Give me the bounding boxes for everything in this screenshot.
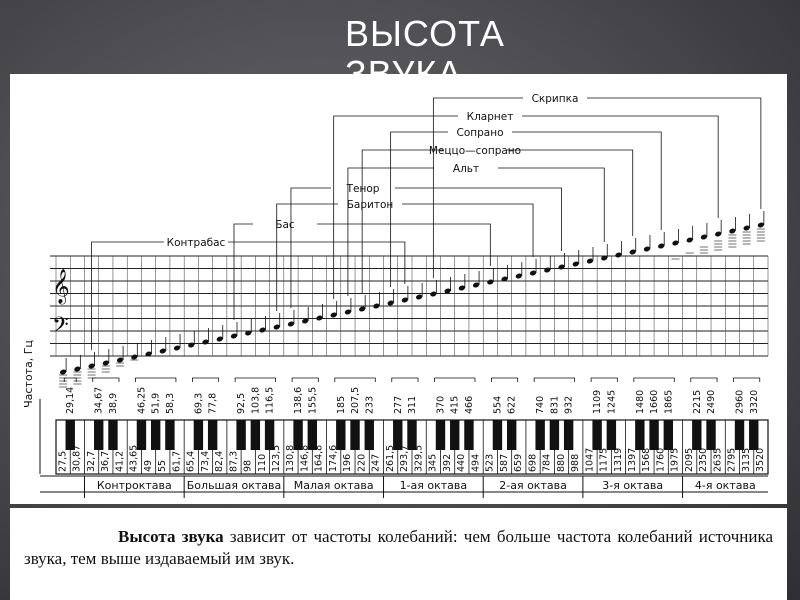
black-key-frequency: 155,5 — [307, 386, 319, 414]
white-key-frequency: 123,5 — [270, 444, 282, 472]
voice-range-right — [512, 132, 661, 230]
white-key-frequency: 880 — [555, 453, 567, 472]
black-key-frequency: 2215 — [691, 389, 703, 414]
black-key — [649, 420, 658, 450]
white-key-frequency: 587 — [498, 453, 510, 472]
black-key — [592, 420, 601, 450]
black-key — [350, 420, 359, 450]
voice-range-right — [228, 242, 405, 284]
white-key-frequency: 329,5 — [413, 444, 425, 472]
white-key-frequency: 43,65 — [128, 444, 140, 472]
black-key-frequency: 58,3 — [164, 392, 176, 414]
frequency-group-bracket — [64, 378, 76, 382]
frequency-group-bracket — [292, 378, 318, 382]
black-key-frequency: 311 — [407, 395, 418, 414]
black-key — [550, 420, 559, 450]
white-key-frequency: 73,4 — [199, 450, 211, 472]
voice-range-left — [92, 242, 164, 350]
voice-range-right — [587, 98, 761, 209]
black-key — [564, 420, 573, 450]
frequency-axis-label: Частота, Гц — [22, 340, 35, 408]
white-key-frequency: 146,8 — [299, 444, 311, 472]
black-key — [535, 420, 544, 450]
pitch-frequency-figure — [10, 74, 787, 504]
frequency-group-bracket — [734, 378, 760, 382]
white-key-frequency: 61,7 — [171, 450, 183, 472]
frequency-group-bracket — [135, 378, 175, 382]
frequency-group-bracket — [691, 378, 717, 382]
white-key-frequency: 261,5 — [384, 444, 396, 472]
white-key-frequency: 1319 — [612, 447, 624, 472]
white-key-frequency: 87,3 — [228, 450, 240, 472]
white-key-frequency: 1760 — [655, 447, 667, 472]
white-key-frequency: 2350 — [698, 447, 710, 472]
black-key — [706, 420, 715, 450]
white-key-frequency: 164,8 — [313, 444, 325, 472]
white-key-frequency: 27,5 — [57, 450, 69, 472]
white-key-frequency: 345 — [427, 453, 439, 472]
black-key — [635, 420, 644, 450]
white-key-frequency: 1397 — [626, 447, 638, 472]
white-key-frequency: 1568 — [641, 447, 653, 472]
black-key-frequency: 34,67 — [93, 386, 105, 414]
black-key-frequency: 51,9 — [150, 392, 162, 414]
white-key-frequency: 110 — [256, 453, 268, 472]
black-key-frequency: 138,6 — [293, 386, 305, 414]
black-key — [464, 420, 473, 450]
black-key — [493, 420, 502, 450]
octave-label: 2-ая октава — [499, 479, 567, 492]
black-key-frequency: 185 — [335, 395, 347, 414]
piano-frequency-diagram — [10, 74, 787, 504]
white-key-frequency: 82,4 — [214, 450, 226, 472]
white-key-frequency: 293,7 — [399, 444, 411, 472]
white-key-frequency: 2635 — [712, 447, 724, 472]
voice-range-right — [522, 116, 718, 218]
octave-label: 1-ая октава — [399, 479, 468, 492]
caption-bold: Высота звука — [118, 527, 224, 546]
black-key-frequency: 69,3 — [193, 392, 205, 414]
bass-clef-icon: 𝄢 — [52, 313, 69, 343]
frequency-group-bracket — [491, 378, 517, 382]
frequency-group-bracket — [534, 378, 574, 382]
voice-label: Меццо—сопрано — [428, 145, 522, 157]
black-key-frequency: 207,5 — [350, 386, 362, 414]
white-key-frequency: 494 — [470, 453, 482, 472]
frequency-group-bracket — [235, 378, 275, 382]
white-key-frequency: 2095 — [683, 447, 695, 472]
black-key — [607, 420, 616, 450]
black-key — [151, 420, 160, 450]
slide-title: ВЫСОТА — [345, 13, 505, 54]
black-key — [507, 420, 516, 450]
voice-label: Скрипка — [531, 93, 579, 105]
black-key — [194, 420, 203, 450]
frequency-group-bracket — [634, 378, 674, 382]
voice-label: Баритон — [346, 199, 394, 211]
white-key-frequency: 174,6 — [327, 444, 339, 472]
black-key-frequency: 932 — [563, 395, 575, 414]
voice-label: Кларнет — [466, 111, 514, 123]
white-key-frequency: 1975 — [669, 447, 681, 472]
black-key-frequency: 415 — [449, 395, 461, 414]
voice-range-right — [498, 168, 604, 242]
black-key-frequency: 77,8 — [207, 392, 219, 414]
voice-range-right — [507, 150, 633, 236]
black-key — [436, 420, 445, 450]
frequency-group-bracket — [192, 378, 218, 382]
black-key — [251, 420, 260, 450]
black-key — [664, 420, 673, 450]
black-key-frequency: 1865 — [663, 389, 675, 414]
black-key-frequency: 466 — [463, 395, 475, 414]
black-key-frequency: 1480 — [634, 389, 646, 414]
black-key — [108, 420, 117, 450]
white-key-frequency: 196 — [342, 453, 354, 472]
black-key-frequency: 2960 — [734, 389, 746, 414]
black-key-frequency: 233 — [364, 395, 376, 414]
octave-label: 4-я октава — [694, 479, 756, 492]
octave-label: Малая октава — [293, 479, 374, 492]
black-key-frequency: 831 — [549, 395, 561, 414]
black-key — [365, 420, 374, 450]
black-key-frequency: 1660 — [649, 389, 661, 414]
black-key — [236, 420, 245, 450]
black-key-frequency: 554 — [492, 395, 504, 414]
voice-label: Контрабас — [166, 237, 226, 249]
black-key-frequency: 116,5 — [264, 386, 276, 414]
black-key-frequency: 370 — [435, 395, 447, 414]
voice-label: Тенор — [346, 183, 380, 195]
white-key-frequency: 49 — [142, 459, 154, 472]
voice-range-left — [291, 188, 331, 308]
voice-range-right — [402, 204, 533, 257]
black-key — [94, 420, 103, 450]
voice-range-right — [317, 224, 490, 266]
white-key-frequency: 698 — [527, 453, 539, 472]
white-key-frequency: 1175 — [598, 447, 610, 472]
white-key-frequency: 220 — [356, 453, 368, 472]
white-key-frequency: 30,87 — [71, 444, 83, 472]
caption-rest: зависит от частоты колебаний: чем больше частота колебаний источника звука, тем выше издаваемый им звук. — [24, 527, 774, 568]
white-key-frequency: 32,7 — [85, 450, 97, 472]
black-key — [749, 420, 758, 450]
black-key — [165, 420, 174, 450]
black-key-frequency: 38,9 — [107, 392, 119, 414]
white-key-frequency: 1047 — [584, 447, 596, 472]
black-key — [692, 420, 701, 450]
voice-label: Бас — [275, 219, 295, 231]
white-key-frequency: 3520 — [755, 447, 767, 472]
black-key-frequency: 3320 — [748, 389, 760, 414]
white-key-frequency: 130,8 — [285, 444, 297, 472]
white-key-frequency: 36,7 — [100, 450, 112, 472]
voice-range-right — [395, 188, 562, 251]
black-key-frequency: 740 — [535, 395, 547, 414]
white-key-frequency: 988 — [570, 453, 582, 472]
caption-box — [10, 508, 787, 600]
white-key-frequency: 440 — [456, 453, 468, 472]
black-key-frequency: 46,25 — [136, 386, 148, 414]
white-key-frequency: 392 — [441, 453, 453, 472]
voice-label: Альт — [452, 163, 480, 175]
octave-label: Контроктава — [96, 479, 172, 492]
white-key-frequency: 3135 — [740, 447, 752, 472]
black-key — [735, 420, 744, 450]
white-key-frequency: 784 — [541, 453, 553, 472]
black-key-frequency: 29,14 — [65, 386, 77, 414]
black-key-frequency: 1109 — [592, 389, 604, 414]
black-key-frequency: 103,8 — [250, 386, 262, 414]
white-key-frequency: 523 — [484, 453, 496, 472]
white-key-frequency: 659 — [513, 453, 525, 472]
octave-label: Большая октава — [186, 479, 282, 492]
black-key-frequency: 277 — [392, 395, 404, 414]
frequency-group-bracket — [93, 378, 119, 382]
white-key-frequency: 55 — [157, 459, 169, 472]
black-key-frequency: 1245 — [606, 389, 618, 414]
frequency-group-bracket — [591, 378, 617, 382]
frequency-group-bracket — [434, 378, 474, 382]
white-key-frequency: 247 — [370, 453, 382, 472]
octave-label: 3-я октава — [602, 479, 664, 492]
frequency-group-bracket — [392, 378, 418, 382]
white-key-frequency: 65,4 — [185, 450, 197, 472]
black-key — [450, 420, 459, 450]
white-key-frequency: 41,2 — [114, 450, 126, 472]
frequency-group-bracket — [335, 378, 375, 382]
black-key-frequency: 2490 — [706, 389, 718, 414]
treble-clef-icon: 𝄞 — [52, 269, 70, 304]
black-key-frequency: 92,5 — [236, 392, 248, 414]
voice-range-left — [362, 150, 443, 293]
black-key — [208, 420, 217, 450]
white-key-frequency: 98 — [242, 459, 254, 472]
black-key-frequency: 622 — [506, 395, 518, 414]
caption-text — [24, 526, 773, 570]
white-key-frequency: 2795 — [726, 447, 738, 472]
voice-label: Сопрано — [456, 127, 504, 139]
